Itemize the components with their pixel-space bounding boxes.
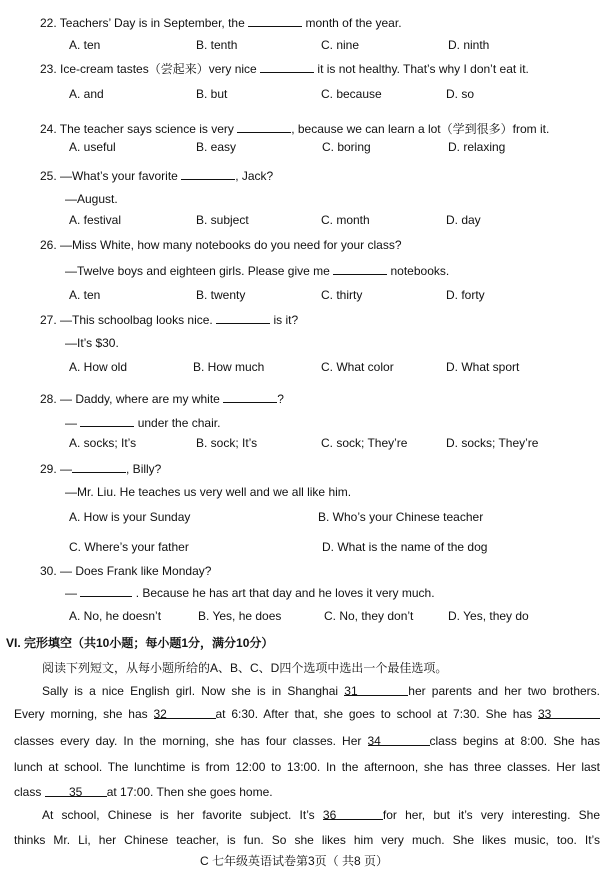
answer-blank [80,415,134,427]
option-a: A. socks; It’s [69,436,137,450]
blank-34: 34 [368,734,430,746]
option-a: A. No, he doesn’t [69,609,162,623]
page-footer: C 七年级英语试卷第3页（ 共8 页） [200,854,389,868]
option-c: C. What color [321,360,394,374]
answer-blank [181,168,235,180]
option-d: D. socks; They’re [446,436,539,450]
answer-blank [223,391,277,403]
answer-blank [80,585,132,597]
question-24-stem: 24. The teacher says science is very , because we can learn a lot（学到很多）from it. [40,122,550,136]
option-d: D. What is the name of the dog [322,540,488,554]
section-instruction: 阅读下列短文，从每小题所给的A、B、C、D四个选项中选出一个最佳选项。 [42,661,448,675]
passage-line-3: classes every day. In the morning, she has four classes. Her 34 class begins at 8:00. She has [14,734,601,748]
option-b: B. easy [196,140,237,154]
option-d: D. What sport [446,360,520,374]
option-b: B. Yes, he does [198,609,282,623]
option-d: D. relaxing [448,140,506,154]
passage-line-1: Sally is a nice English girl. Now she is in Shanghai 31 her parents and her two brothers. [42,684,600,698]
blank-33: 33 [538,707,600,719]
blank-32: 32 [154,707,216,719]
passage-line-4: lunch at school. The lunchtime is from 12:00 to 13:00. In the afternoon, she has three classes. Her last [14,760,600,774]
option-d: D. forty [446,288,485,302]
option-b: B. but [196,87,228,101]
option-a: A. ten [69,288,101,302]
question-22-stem: 22. Teachers’ Day is in September, the month of the year. [40,16,402,30]
question-30-stem: 30. — Does Frank like Monday? [40,564,212,578]
question-27-reply: —It’s $30. [65,336,119,350]
answer-blank [260,61,314,73]
option-a: A. and [69,87,104,101]
option-a: A. useful [69,140,116,154]
option-c: C. month [321,213,370,227]
option-c: C. sock; They’re [321,436,408,450]
passage-line-6: At school, Chinese is her favorite subject. It’s 36 for her, but it’s very interesting. She [42,808,601,822]
option-c: C. boring [322,140,371,154]
answer-blank [237,121,291,133]
question-29-stem: 29. — , Billy? [40,462,162,476]
question-25-reply: —August. [65,192,118,206]
passage-line-5: class 35 at 17:00. Then she goes home. [14,785,273,799]
answer-blank [248,15,302,27]
question-26-reply: —Twelve boys and eighteen girls. Please give me notebooks. [65,264,450,278]
option-a: A. How old [69,360,128,374]
option-a: A. ten [69,38,101,52]
option-c: C. No, they don’t [324,609,414,623]
blank-36: 36 [323,808,383,820]
passage-line-2: Every morning, she has 32 at 6:30. After that, she goes to school at 7:30. She has 33 [14,707,600,721]
question-27-stem: 27. —This schoolbag looks nice. is it? [40,313,299,327]
option-b: B. subject [196,213,249,227]
question-30-reply: — . Because he has art that day and he loves it very much. [65,586,435,600]
option-b: B. How much [193,360,265,374]
question-25-stem: 25. —What’s your favorite , Jack? [40,169,274,183]
option-d: D. so [446,87,475,101]
passage-line-7: thinks Mr. Li, her Chinese teacher, is fun. So she likes him very much. She likes music, too. It’s [14,833,600,847]
option-a: A. How is your Sunday [69,510,191,524]
answer-blank [333,263,387,275]
option-d: D. ninth [448,38,490,52]
option-b: B. twenty [196,288,246,302]
blank-31: 31 [344,684,408,696]
answer-blank [72,461,126,473]
option-b: B. sock; It’s [196,436,258,450]
question-23-stem: 23. Ice-cream tastes（尝起来）very nice it is not healthy. That’s why I don’t eat it. [40,62,529,76]
question-29-reply: —Mr. Liu. He teaches us very well and we all like him. [65,485,352,499]
question-26-stem: 26. —Miss White, how many notebooks do you need for your class? [40,238,402,252]
question-28-reply: — under the chair. [65,416,221,430]
option-d: D. Yes, they do [448,609,529,623]
option-b: B. Who’s your Chinese teacher [318,510,484,524]
question-28-stem: 28. — Daddy, where are my white ? [40,392,284,406]
option-c: C. because [321,87,382,101]
option-d: D. day [446,213,481,227]
option-a: A. festival [69,213,122,227]
option-b: B. tenth [196,38,238,52]
option-c: C. thirty [321,288,363,302]
section-heading: VI. 完形填空（共10小题；每小题1分，满分10分） [6,636,274,650]
blank-35: 35 [45,785,107,797]
option-c: C. Where’s your father [69,540,189,554]
option-c: C. nine [321,38,360,52]
answer-blank [216,312,270,324]
